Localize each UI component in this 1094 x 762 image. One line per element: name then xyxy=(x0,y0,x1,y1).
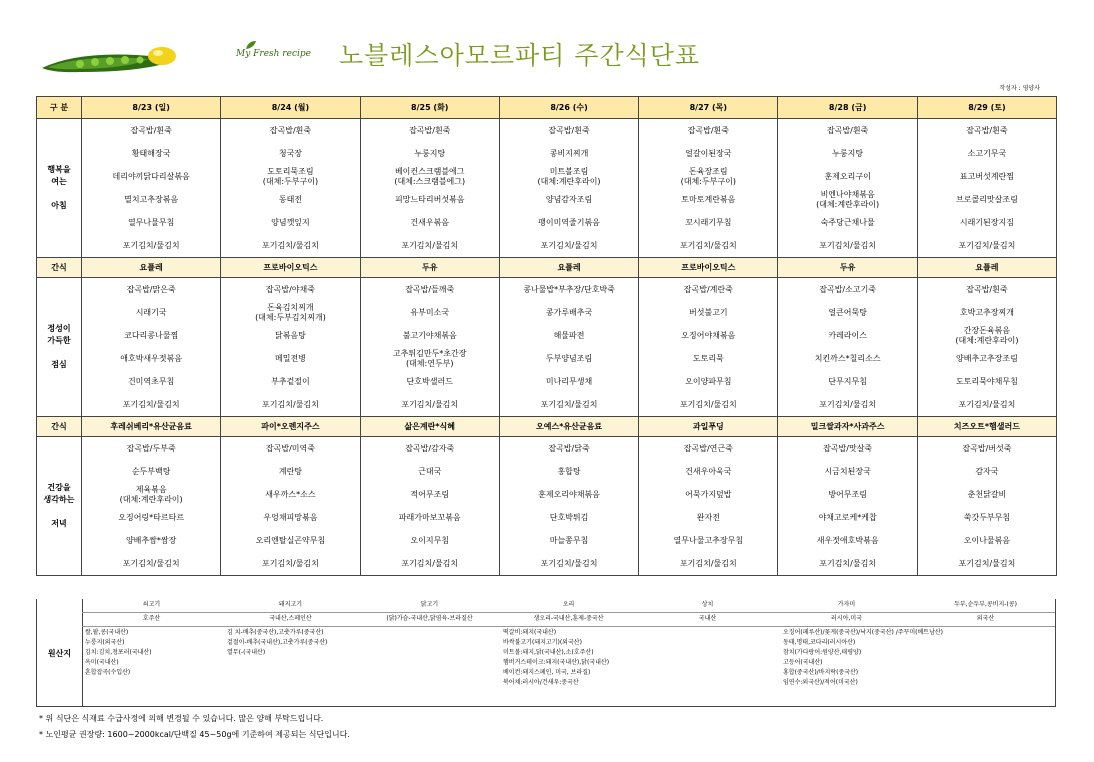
origin-line: 북어채:러시아/건새우:중국산 xyxy=(503,679,579,686)
origin-line: 바싹불고기(돼지고기)(외국산) xyxy=(503,639,582,646)
dinner-menu-item: 잡곡밥/연근죽 xyxy=(683,443,733,453)
day-header: 8/23 (일) xyxy=(82,97,221,119)
lunch-menu-item: 포기김치/물김치 xyxy=(958,399,1016,409)
lunch-menu-item: 버섯불고기 xyxy=(689,307,728,317)
origin-col-seafood xyxy=(783,628,943,688)
snack1-item: 요플레 xyxy=(82,258,221,278)
origin-line: 혼합잡곡(수입산) xyxy=(85,669,131,676)
breakfast-menu-item: 청국장 xyxy=(278,148,303,158)
dinner-day-cell xyxy=(917,437,1056,576)
lunch-menu-item: 포기김치/물김치 xyxy=(401,399,459,409)
breakfast-menu-item: 건새우볶음 xyxy=(410,217,450,227)
lunch-menu-item: 콩나물밥*부추장/단호박죽 xyxy=(523,284,615,294)
breakfast-menu-item: 양념깻잎지 xyxy=(271,217,310,227)
breakfast-menu-item: 꼬시래기무침 xyxy=(685,217,732,227)
breakfast-menu-item: 잡곡밥/흰죽 xyxy=(548,125,590,135)
origin-line: 겉절이-배추(국내산),고춧가루(중국산) xyxy=(227,639,328,646)
origin-line: 열무(-(국내산) xyxy=(227,649,266,656)
lunch-menu-item: 잡곡밥/맑은죽 xyxy=(126,284,176,294)
breakfast-menu-item: 베이컨스크램블에그 (대체:스크램블에그) xyxy=(394,166,466,186)
lunch-menu-item: 잡곡밥/흰죽 xyxy=(966,284,1008,294)
snack2-item: 밀크쌀과자*사과주스 xyxy=(778,417,917,437)
origin-ingredient: 두부,순두부,콩비지-(콩) xyxy=(954,601,1017,608)
lunch-day-cell xyxy=(778,278,917,417)
snack1-item: 요플레 xyxy=(917,258,1056,278)
origin-col-kimchi xyxy=(227,628,327,658)
breakfast-menu-item: 열무나물무침 xyxy=(127,217,175,227)
origin-label: 원산지 xyxy=(37,599,83,707)
lunch-day-cell xyxy=(499,278,638,417)
day-header: 8/27 (목) xyxy=(639,97,778,119)
origin-line: 홍합(중국산)/바지락(중국산) xyxy=(783,669,859,676)
origin-section xyxy=(36,599,1056,707)
breakfast-day-cell xyxy=(82,119,221,258)
breakfast-day-cell xyxy=(917,119,1056,258)
dinner-menu-item: 파래가마보꼬볶음 xyxy=(398,512,461,522)
breakfast-menu-item: 누룽지탕 xyxy=(414,148,446,158)
lunch-menu-item: 양배추고추장조림 xyxy=(956,353,1018,363)
dinner-menu-item: 양배추쌈*쌈장 xyxy=(125,535,177,545)
breakfast-row xyxy=(37,119,1057,258)
lunch-menu-item: 포기김치/물김치 xyxy=(262,399,319,409)
lunch-menu-item: 잡곡밥/계란죽 xyxy=(683,284,733,294)
dinner-menu-item: 잡곡밥/두부죽 xyxy=(126,443,176,453)
breakfast-menu-item: 잡곡밥/흰죽 xyxy=(687,125,729,135)
breakfast-menu-item: 시래기된장지짐 xyxy=(959,217,1014,227)
lunch-menu-item: 오이양파무침 xyxy=(685,376,732,386)
snack2-item: 삶은계란*식혜 xyxy=(360,417,499,437)
origin-line: 고등어(국내산) xyxy=(783,659,823,666)
lunch-menu-item: 해물파전 xyxy=(553,330,585,340)
origin-country: 호주산 xyxy=(142,615,161,622)
day-header: 8/28 (금) xyxy=(778,97,917,119)
breakfast-menu-item: 잡곡밥/흰죽 xyxy=(409,125,451,135)
lunch-menu-item: 건미역초무침 xyxy=(127,376,175,386)
lunch-menu-item: 메밀전병 xyxy=(274,353,306,363)
origin-line: 김 치-배추(중국산),고춧가루(중국산) xyxy=(227,629,324,636)
origin-ingredient: 가자미 xyxy=(837,601,856,608)
origin-line: 김치:김치,청포러(국내산) xyxy=(85,649,152,656)
origin-line: 참치(가다랑어:원양산,태평양) xyxy=(783,649,862,656)
snack2-item: 치즈오트*햄샐러드 xyxy=(917,417,1056,437)
origin-line: 햄버거스테이크:돼지(국내산),닭(국내산) xyxy=(503,659,610,666)
lunch-menu-item: 코다리콩나물찜 xyxy=(124,330,179,340)
footnotes xyxy=(39,711,350,743)
breakfast-menu-item: 포기김치/물김치 xyxy=(679,240,737,250)
dinner-menu-item: 우엉채피망볶음 xyxy=(263,512,318,522)
leaf-icon xyxy=(246,41,256,49)
breakfast-menu-item: 비엔나야채볶음 (대체:계란후라이) xyxy=(816,189,880,209)
lunch-menu-item: 포기김치/물김치 xyxy=(540,399,598,409)
snack2-item: 과일푸딩 xyxy=(639,417,778,437)
lunch-day-cell xyxy=(360,278,499,417)
breakfast-menu-item: 잡곡밥/흰죽 xyxy=(269,125,312,135)
brand-name: My Fresh recipe xyxy=(236,49,311,59)
dinner-menu-item: 완자전 xyxy=(696,512,720,522)
dinner-menu-item: 잡곡밥/미역죽 xyxy=(265,443,315,453)
lunch-menu-item: 부추겉절이 xyxy=(271,376,310,386)
dinner-menu-item: 방어무조림 xyxy=(828,489,867,499)
dinner-menu-item: 포기김치/물김치 xyxy=(262,558,319,568)
origin-line: 떡갈비:돼지(국내산) xyxy=(503,629,557,636)
breakfast-menu-item: 얼갈이된장국 xyxy=(685,148,732,158)
lunch-menu-item: 잡곡밥/들깨죽 xyxy=(405,284,455,294)
dinner-menu-item: 적어무조림 xyxy=(410,489,450,499)
breakfast-menu-item: 미트볼조림 (대체:계란후라이) xyxy=(537,166,601,186)
breakfast-menu-item: 포기김치/물김치 xyxy=(122,240,180,250)
origin-ingredient: 닭고기 xyxy=(420,601,439,608)
breakfast-day-cell xyxy=(360,119,499,258)
lunch-menu-item: 얼큰어묵탕 xyxy=(828,307,867,317)
breakfast-menu-item: 콩비지찌개 xyxy=(549,148,589,158)
lunch-menu-item: 치킨까스*칠리소스 xyxy=(814,353,881,363)
dinner-day-cell xyxy=(82,437,221,576)
dinner-menu-item: 순두부백탕 xyxy=(131,466,171,476)
lunch-menu-item: 포기김치/물김치 xyxy=(679,399,737,409)
dinner-menu-item: 새우젓애호박볶음 xyxy=(816,535,879,545)
day-header: 8/25 (화) xyxy=(360,97,499,119)
snack1-row xyxy=(37,258,1057,278)
origin-line: 옥미(국내산) xyxy=(85,659,119,666)
dinner-menu-item: 제육볶음 (대체:계란후라이) xyxy=(119,484,183,504)
dinner-menu-item: 야채고로케*케찹 xyxy=(818,512,877,522)
lunch-menu-item: 애호박새우젓볶음 xyxy=(120,353,183,363)
lunch-menu-item: 간장돈육볶음 (대체:계란후라이) xyxy=(955,325,1019,345)
breakfast-menu-item: 포기김치/물김치 xyxy=(819,240,877,250)
origin-country: 외국산 xyxy=(976,615,995,622)
breakfast-menu-item: 소고기무국 xyxy=(967,148,1007,158)
dinner-day-cell xyxy=(499,437,638,576)
dinner-day-cell xyxy=(221,437,360,576)
dinner-menu-item: 포기김치/물김치 xyxy=(679,558,737,568)
dinner-row xyxy=(37,437,1057,576)
origin-country: 국내산,스페인산 xyxy=(269,615,312,622)
dinner-menu-item: 포기김치/물김치 xyxy=(122,558,180,568)
page-title: 노블레스아모르파티 주간식단표 xyxy=(339,41,701,70)
breakfast-menu-item: 포기김치/물김치 xyxy=(401,240,459,250)
dinner-menu-item: 마늘쫑무침 xyxy=(549,535,589,545)
snack2-label: 간식 xyxy=(37,417,82,437)
page-header xyxy=(0,0,1094,92)
breakfast-menu-item: 팽이미역줄기볶음 xyxy=(538,217,600,227)
breakfast-menu-item: 표고버섯계란찜 xyxy=(959,171,1014,181)
lunch-day-cell xyxy=(82,278,221,417)
lunch-menu-item: 도토리묵야채무침 xyxy=(956,376,1018,386)
lunch-menu-item: 포기김치/물김치 xyxy=(122,399,180,409)
dinner-day-cell xyxy=(778,437,917,576)
day-header: 8/24 (월) xyxy=(221,97,360,119)
snack1-item: 두유 xyxy=(778,258,917,278)
breakfast-menu-item: 피망느타리버섯볶음 xyxy=(394,194,465,204)
dinner-day-cell xyxy=(360,437,499,576)
lunch-menu-item: 단호박샐러드 xyxy=(406,376,453,386)
breakfast-menu-item: 돈육장조림 (대체:두부구이) xyxy=(680,166,736,186)
origin-row-countries xyxy=(82,613,1055,627)
lunch-menu-item: 잡곡밥/야채죽 xyxy=(265,284,315,294)
category-header: 구 분 xyxy=(37,97,82,119)
day-header: 8/29 (토) xyxy=(917,97,1056,119)
breakfast-menu-item: 브로콜리맛살조림 xyxy=(956,194,1018,204)
breakfast-menu-item: 잡곡밥/흰죽 xyxy=(966,125,1008,135)
lunch-day-cell xyxy=(639,278,778,417)
origin-line: 쌀,팥,콩(국내산) xyxy=(85,629,129,636)
lunch-menu-item: 미나리무생채 xyxy=(545,376,593,386)
origin-country: (닭)가슴-국내산,닭염육-브라질산 xyxy=(386,615,473,622)
origin-country: 러시아,미국 xyxy=(831,615,862,622)
origin-ingredient: 돼지고기 xyxy=(278,601,303,608)
lunch-day-cell xyxy=(917,278,1056,417)
lunch-menu-item: 카레라이스 xyxy=(828,330,867,340)
origin-line: 동태,명태,코다리(러시아산) xyxy=(783,639,856,646)
lunch-menu-item: 포기김치/물김치 xyxy=(819,399,877,409)
breakfast-menu-item: 동태전 xyxy=(278,194,303,204)
lunch-menu-item: 닭볶음탕 xyxy=(274,330,306,340)
lunch-menu-item: 단무지무침 xyxy=(828,376,867,386)
dinner-menu-item: 포기김치/물김치 xyxy=(540,558,598,568)
dinner-menu-item: 오이나물볶음 xyxy=(963,535,1011,545)
snack1-item: 프로바이오틱스 xyxy=(639,258,778,278)
snack1-item: 요플레 xyxy=(499,258,638,278)
origin-line: 오징어(페루산)/꽃게(중국산)/낙지(중국산) /주꾸미(베트남산) xyxy=(783,629,944,636)
breakfast-day-cell xyxy=(499,119,638,258)
breakfast-label: 행복을 여는 아침 xyxy=(37,119,82,258)
lunch-menu-item: 콩가루배추국 xyxy=(545,307,593,317)
day-header: 8/26 (수) xyxy=(499,97,638,119)
dinner-menu-item: 포기김치/물김치 xyxy=(401,558,459,568)
breakfast-menu-item: 잡곡밥/흰죽 xyxy=(826,125,869,135)
dinner-menu-item: 포기김치/물김치 xyxy=(958,558,1016,568)
weekly-menu-table xyxy=(36,96,1057,576)
origin-line: 임연수:외국산)/적어(미국산) xyxy=(783,679,858,686)
origin-grid xyxy=(82,599,1055,626)
origin-country: 생오리-국내산,훈제-중국산 xyxy=(533,615,604,622)
origin-ingredient: 쇠고기 xyxy=(142,601,161,608)
note-line: * 위 식단은 식재료 수급사정에 의해 변경될 수 있습니다. 많은 양해 부탁드립니다. xyxy=(39,714,324,723)
note-line: * 노인평균 권장량: 1600~2000kcal/단백질 45~50g에 기준하여 제공되는 식단입니다. xyxy=(39,730,350,739)
lunch-day-cell xyxy=(221,278,360,417)
breakfast-menu-item: 포기김치/물김치 xyxy=(958,240,1016,250)
dinner-menu-item: 잡곡밥/감자죽 xyxy=(405,443,455,453)
origin-line: 미트볼:돼지,닭(국내산),소(호주산) xyxy=(503,649,594,656)
lunch-menu-item: 시래기국 xyxy=(135,307,167,317)
dinner-menu-item: 훈제오리야채볶음 xyxy=(538,489,600,499)
lunch-menu-item: 호박고추장찌개 xyxy=(959,307,1014,317)
origin-line: 누룽지(외국산) xyxy=(85,639,125,646)
origin-row-ingredients xyxy=(82,599,1055,613)
dinner-label: 건강을 생각하는 저녁 xyxy=(37,437,82,576)
breakfast-menu-item: 데리야끼닭다리살볶음 xyxy=(112,171,190,181)
breakfast-day-cell xyxy=(221,119,360,258)
dinner-menu-item: 시금치된장국 xyxy=(824,466,871,476)
dinner-menu-item: 오이지무침 xyxy=(410,535,450,545)
lunch-menu-item: 불고기야채볶음 xyxy=(402,330,457,340)
dinner-menu-item: 잡곡밥/맛살죽 xyxy=(823,443,873,453)
breakfast-menu-item: 도토리묵조림 (대체:두부구이) xyxy=(262,166,319,186)
day-header-row xyxy=(37,97,1057,119)
snack1-item: 프로바이오틱스 xyxy=(221,258,360,278)
lunch-menu-item: 유부미소국 xyxy=(410,307,450,317)
breakfast-menu-item: 토마토계란볶음 xyxy=(681,194,736,204)
breakfast-menu-item: 훈제오리구이 xyxy=(824,171,871,181)
dinner-menu-item: 오징어링*타르타르 xyxy=(118,512,185,522)
breakfast-menu-item: 포기김치/물김치 xyxy=(540,240,598,250)
lunch-menu-item: 두부양념조림 xyxy=(545,353,593,363)
snack2-item: 오예스*유산균음료 xyxy=(499,417,638,437)
breakfast-menu-item: 숙주당근채나물 xyxy=(820,217,875,227)
lunch-label: 정성이 가득한 점심 xyxy=(37,278,82,417)
snack2-row xyxy=(37,417,1057,437)
dinner-menu-item: 어묵가지덮밥 xyxy=(685,489,732,499)
lunch-menu-item: 돈육김치찌개 (대체:두부김치찌개) xyxy=(255,302,326,322)
breakfast-menu-item: 포기김치/물김치 xyxy=(262,240,319,250)
dinner-menu-item: 쑥갓두부무침 xyxy=(963,512,1011,522)
origin-ingredient: 오리 xyxy=(562,601,575,608)
lunch-menu-item: 고추튀김만두*초간장 (대체:연두부) xyxy=(392,348,467,368)
dinner-menu-item: 단호박튀김 xyxy=(549,512,589,522)
breakfast-menu-item: 멸치고추장볶음 xyxy=(124,194,179,204)
writer-label: 작성자 : 영양사 xyxy=(999,85,1040,92)
breakfast-menu-item: 잡곡밥/흰죽 xyxy=(130,125,172,135)
snack1-item: 두유 xyxy=(360,258,499,278)
dinner-menu-item: 홍합탕 xyxy=(557,466,581,476)
lunch-menu-item: 잡곡밥/소고기죽 xyxy=(819,284,877,294)
lunch-row xyxy=(37,278,1057,417)
dinner-menu-item: 춘천닭갈비 xyxy=(967,489,1007,499)
dinner-menu-item: 감자국 xyxy=(975,466,999,476)
snack2-item: 후레쉬베리*유산균음료 xyxy=(82,417,221,437)
dinner-menu-item: 오리엔탈실곤약무침 xyxy=(255,535,326,545)
origin-country: 국내산 xyxy=(698,615,717,622)
dinner-menu-item: 근대국 xyxy=(418,466,442,476)
dinner-day-cell xyxy=(639,437,778,576)
breakfast-menu-item: 황태해장국 xyxy=(131,148,171,158)
snack1-label: 간식 xyxy=(37,258,82,278)
dinner-menu-item: 건새우아욱국 xyxy=(685,466,732,476)
dinner-menu-item: 계란탕 xyxy=(278,466,303,476)
breakfast-menu-item: 양념감자조림 xyxy=(545,194,593,204)
breakfast-day-cell xyxy=(639,119,778,258)
breakfast-day-cell xyxy=(778,119,917,258)
dinner-menu-item: 잡곡밥/버섯죽 xyxy=(962,443,1012,453)
dinner-menu-item: 열무나물고추장무침 xyxy=(673,535,744,545)
lunch-menu-item: 오징어야채볶음 xyxy=(681,330,736,340)
dinner-menu-item: 잡곡밥/닭죽 xyxy=(548,443,590,453)
origin-col-processed xyxy=(503,628,609,688)
breakfast-menu-item: 누룽지탕 xyxy=(832,148,864,158)
origin-line: 베이컨:돼지스페인, 미국, 브라질) xyxy=(503,669,591,676)
snack2-item: 파이*오렌지주스 xyxy=(221,417,360,437)
pea-pod-logo xyxy=(40,44,190,76)
lunch-menu-item: 도토리묵 xyxy=(692,353,724,363)
dinner-menu-item: 포기김치/물김치 xyxy=(819,558,877,568)
dinner-menu-item: 새우까스*소스 xyxy=(265,489,316,499)
origin-col-grains xyxy=(85,628,152,678)
origin-ingredient: 상치 xyxy=(701,601,714,608)
